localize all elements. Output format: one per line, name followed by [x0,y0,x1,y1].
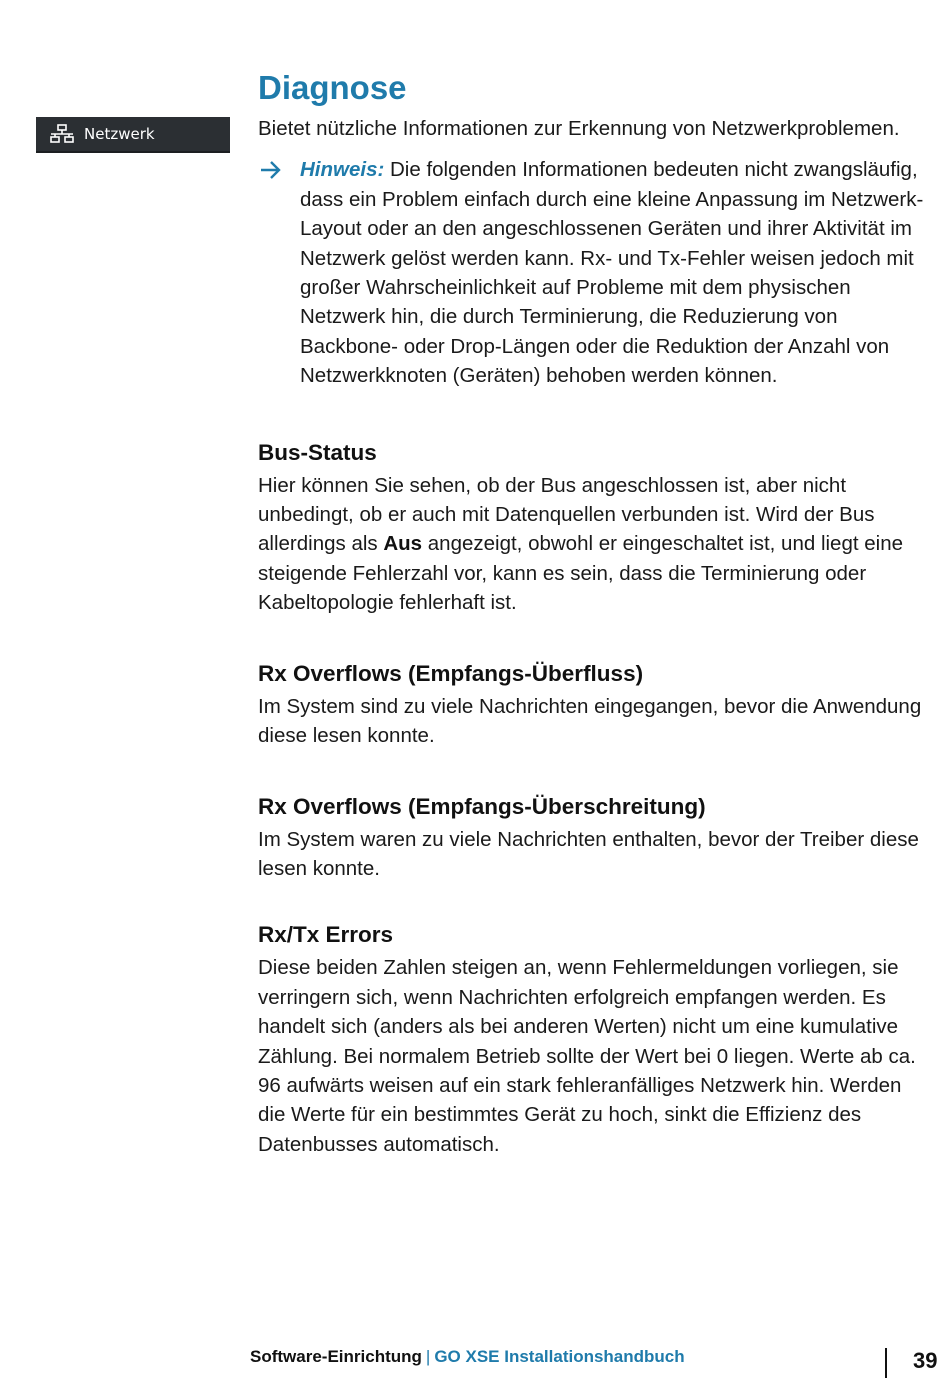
bus-status-bold: Aus [383,532,423,556]
page-number: 39 [913,1348,938,1373]
note-block [258,155,928,390]
rx-tx-errors-paragraph: Diese beiden Zahlen steigen an, wenn Fehlermeldungen vorliegen, sie verringern sich, wenn Nachrichten erfolgreich empfangen werden. Es handelt sich (anders als bei anderen Werten) nicht um eine kumulative Zählung. Bei normalem Betrieb sollte der Wert bei 0 liegen. Werte ab ca. 96 aufwärts weisen auf ein stark fehleranfälliges Netzwerk hin. Werden die Werte für ein bestimmtes Gerät zu hoch, sinkt die Effizienz des Datenbusses automatisch. [258,956,916,1156]
footer-separator: | [425,1347,431,1366]
menu-chip-label: Netzwerk [84,125,155,143]
section-rx-tx-errors [258,919,928,1159]
intro-paragraph: Bietet nützliche Informationen zur Erkennung von Netzwerkproblemen. [258,117,900,140]
network-icon [50,124,74,144]
section-rx-overflows-2 [258,791,928,884]
note-paragraph [300,155,928,390]
section-rx-overflows-1 [258,658,928,751]
rx-overflows-1-heading: Rx Overflows (Empfangs-Überfluss) [258,660,644,686]
page-number-divider [885,1348,887,1378]
note-text: Die folgenden Informationen bedeuten nicht zwangsläufig, dass ein Problem einfach durch eine kleine Anpassung im Netzwerk-Layout oder an den angeschlossenen Geräten und ihrer Aktivität im Netzwerk gelöst werden kann. Rx- und Tx-Fehler weisen jedoch mit großer Wahrscheinlichkeit auf Probleme mit dem physischen Netzwerk hin, die durch Terminierung, die Reduzierung von Backbone- oder Drop-Längen oder die Reduktion der Anzahl von Netzwerkknoten (Geräten) behoben werden können. [300,158,924,388]
bus-status-heading: Bus-Status [258,439,377,465]
note-label: Hinweis: [300,158,385,182]
menu-chip-netzwerk [36,117,230,153]
rx-tx-errors-heading: Rx/Tx Errors [258,922,394,948]
footer-chapter: Software-Einrichtung [250,1347,422,1366]
arrow-right-icon [260,160,282,180]
bus-status-text-after: angezeigt, obwohl er eingeschaltet ist, und liegt eine steigende Fehlerzahl vor, kann es sein, dass die Terminierung oder Kabeltopologie fehlerhaft ist. [258,532,904,615]
page-content [258,66,928,1159]
bus-status-paragraph [258,471,928,618]
bus-status-text-before: Hier können Sie sehen, ob der Bus angeschlossen ist, aber nicht unbedingt, ob er auch mit Datenquellen verbunden ist. Wird der Bus allerdings als [258,473,875,556]
footer-book-title: GO XSE Installationshandbuch [434,1347,685,1366]
rx-overflows-1-paragraph: Im System sind zu viele Nachrichten eingegangen, bevor die Anwendung diese lesen konnte. [258,694,922,748]
page-footer [250,1346,685,1368]
rx-overflows-2-paragraph: Im System waren zu viele Nachrichten enthalten, bevor der Treiber diese lesen konnte. [258,827,919,880]
page-title: Diagnose [258,69,407,106]
section-bus-status [258,437,928,618]
rx-overflows-2-heading: Rx Overflows (Empfangs-Überschreitung) [258,793,706,819]
